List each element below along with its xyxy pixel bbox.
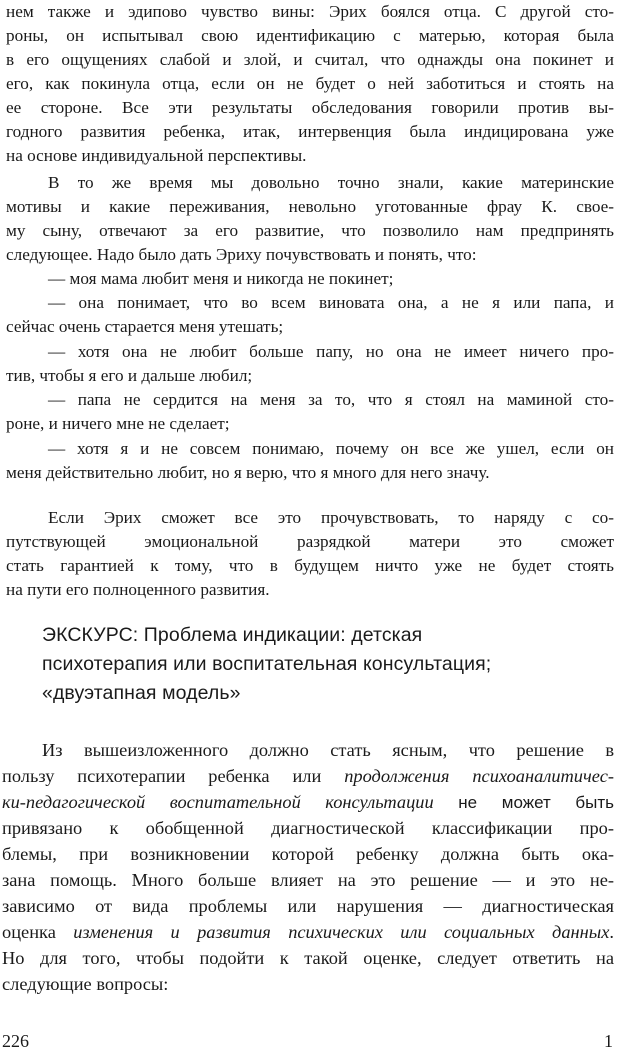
text-line: му сыну, отвечают за его развитие, что позволило нам предпринять xyxy=(6,221,614,240)
text-line: блемы, при возникновении которой ребенку должна быть ока- xyxy=(2,844,614,864)
section-heading: «двуэтапная модель» xyxy=(42,682,241,704)
text-line: тив, чтобы я его и дальше любил; xyxy=(6,366,253,385)
text-line: сейчас очень старается меня утешать; xyxy=(6,317,284,336)
list-item: — хотя я и не совсем понимаю, почему он все же ушел, если он xyxy=(48,439,614,458)
text-line: в его ощущениях слабой и злой, и считал, что однажды она покинет и xyxy=(6,50,614,69)
text-line: Из вышеизложенного должно стать ясным, что решение в xyxy=(42,740,614,760)
text-line: роне, и ничего мне не сделает; xyxy=(6,414,230,433)
page-number-secondary: 1 xyxy=(604,1031,613,1051)
text-line: оценка изменения и развития психических или социальных данных. xyxy=(2,922,614,942)
page-number: 226 xyxy=(2,1031,29,1051)
text-line: зависимо от вида проблемы или нарушения — диагностическая xyxy=(2,896,614,916)
list-item: — моя мама любит меня и никогда не покинет; xyxy=(48,269,394,288)
text-line: следующие вопросы: xyxy=(2,974,169,994)
section-heading: психотерапия или воспитательная консультация; xyxy=(42,653,492,675)
list-item: — хотя она не любит больше папу, но она не имеет ничего про- xyxy=(48,342,614,361)
italic-text: изменения и развития психических или социальных данных xyxy=(73,922,610,942)
text-line: Но для того, чтобы подойти к такой оценке, следует ответить на xyxy=(2,948,614,968)
text-line: ее стороне. Все эти результаты обследования говорили против вы- xyxy=(6,98,614,117)
text-line: привязано к обобщенной диагностической классификации про- xyxy=(2,818,614,838)
text-line: на пути его полноценного развития. xyxy=(6,580,270,599)
text-line: Если Эрих сможет все это прочувствовать, то наряду с со- xyxy=(48,508,614,527)
text-line: на основе индивидуальной перспективы. xyxy=(6,146,307,165)
section-heading: ЭКСКУРС: Проблема индикации: детская xyxy=(42,624,423,646)
italic-text: ки-педагогической воспитательной консультации xyxy=(2,792,434,812)
text-line xyxy=(2,789,614,817)
text-line: мотивы и какие переживания, невольно уготованные фрау К. свое- xyxy=(6,197,614,216)
list-item: — папа не сердится на меня за то, что я стоял на маминой сто- xyxy=(48,390,614,409)
text-line: меня действительно любит, но я верю, что я много для него значу. xyxy=(6,463,490,482)
emphasis-text: не может быть xyxy=(433,793,614,812)
text-line: стать гарантией к тому, что в будущем ничто уже не будет стоять xyxy=(6,556,614,575)
text-line: нем также и эдипово чувство вины: Эрих боялся отца. С другой сто- xyxy=(6,2,614,21)
text-line: пользу психотерапии ребенка или продолжения психоаналитичес- xyxy=(2,766,614,786)
text-line: годного развития ребенка, итак, интервенция была индицирована уже xyxy=(6,122,614,141)
text-line: зана помощь. Много больше влияет на это решение — и это не- xyxy=(2,870,614,890)
italic-text: продолжения психоаналитичес- xyxy=(344,766,614,786)
text-line: его, как покинула отца, если он не будет о ней заботиться и стоять на xyxy=(6,74,614,93)
text-line: В то же время мы довольно точно знали, какие материнские xyxy=(48,173,614,192)
text-line: путствующей эмоциональной разрядкой матери это сможет xyxy=(6,532,614,551)
text-line: роны, он испытывал свою идентификацию с матерью, которая была xyxy=(6,26,614,45)
text-line: следующее. Надо было дать Эриху почувствовать и понять, что: xyxy=(6,245,477,264)
list-item: — она понимает, что во всем виновата она, а не я или папа, и xyxy=(48,293,614,312)
